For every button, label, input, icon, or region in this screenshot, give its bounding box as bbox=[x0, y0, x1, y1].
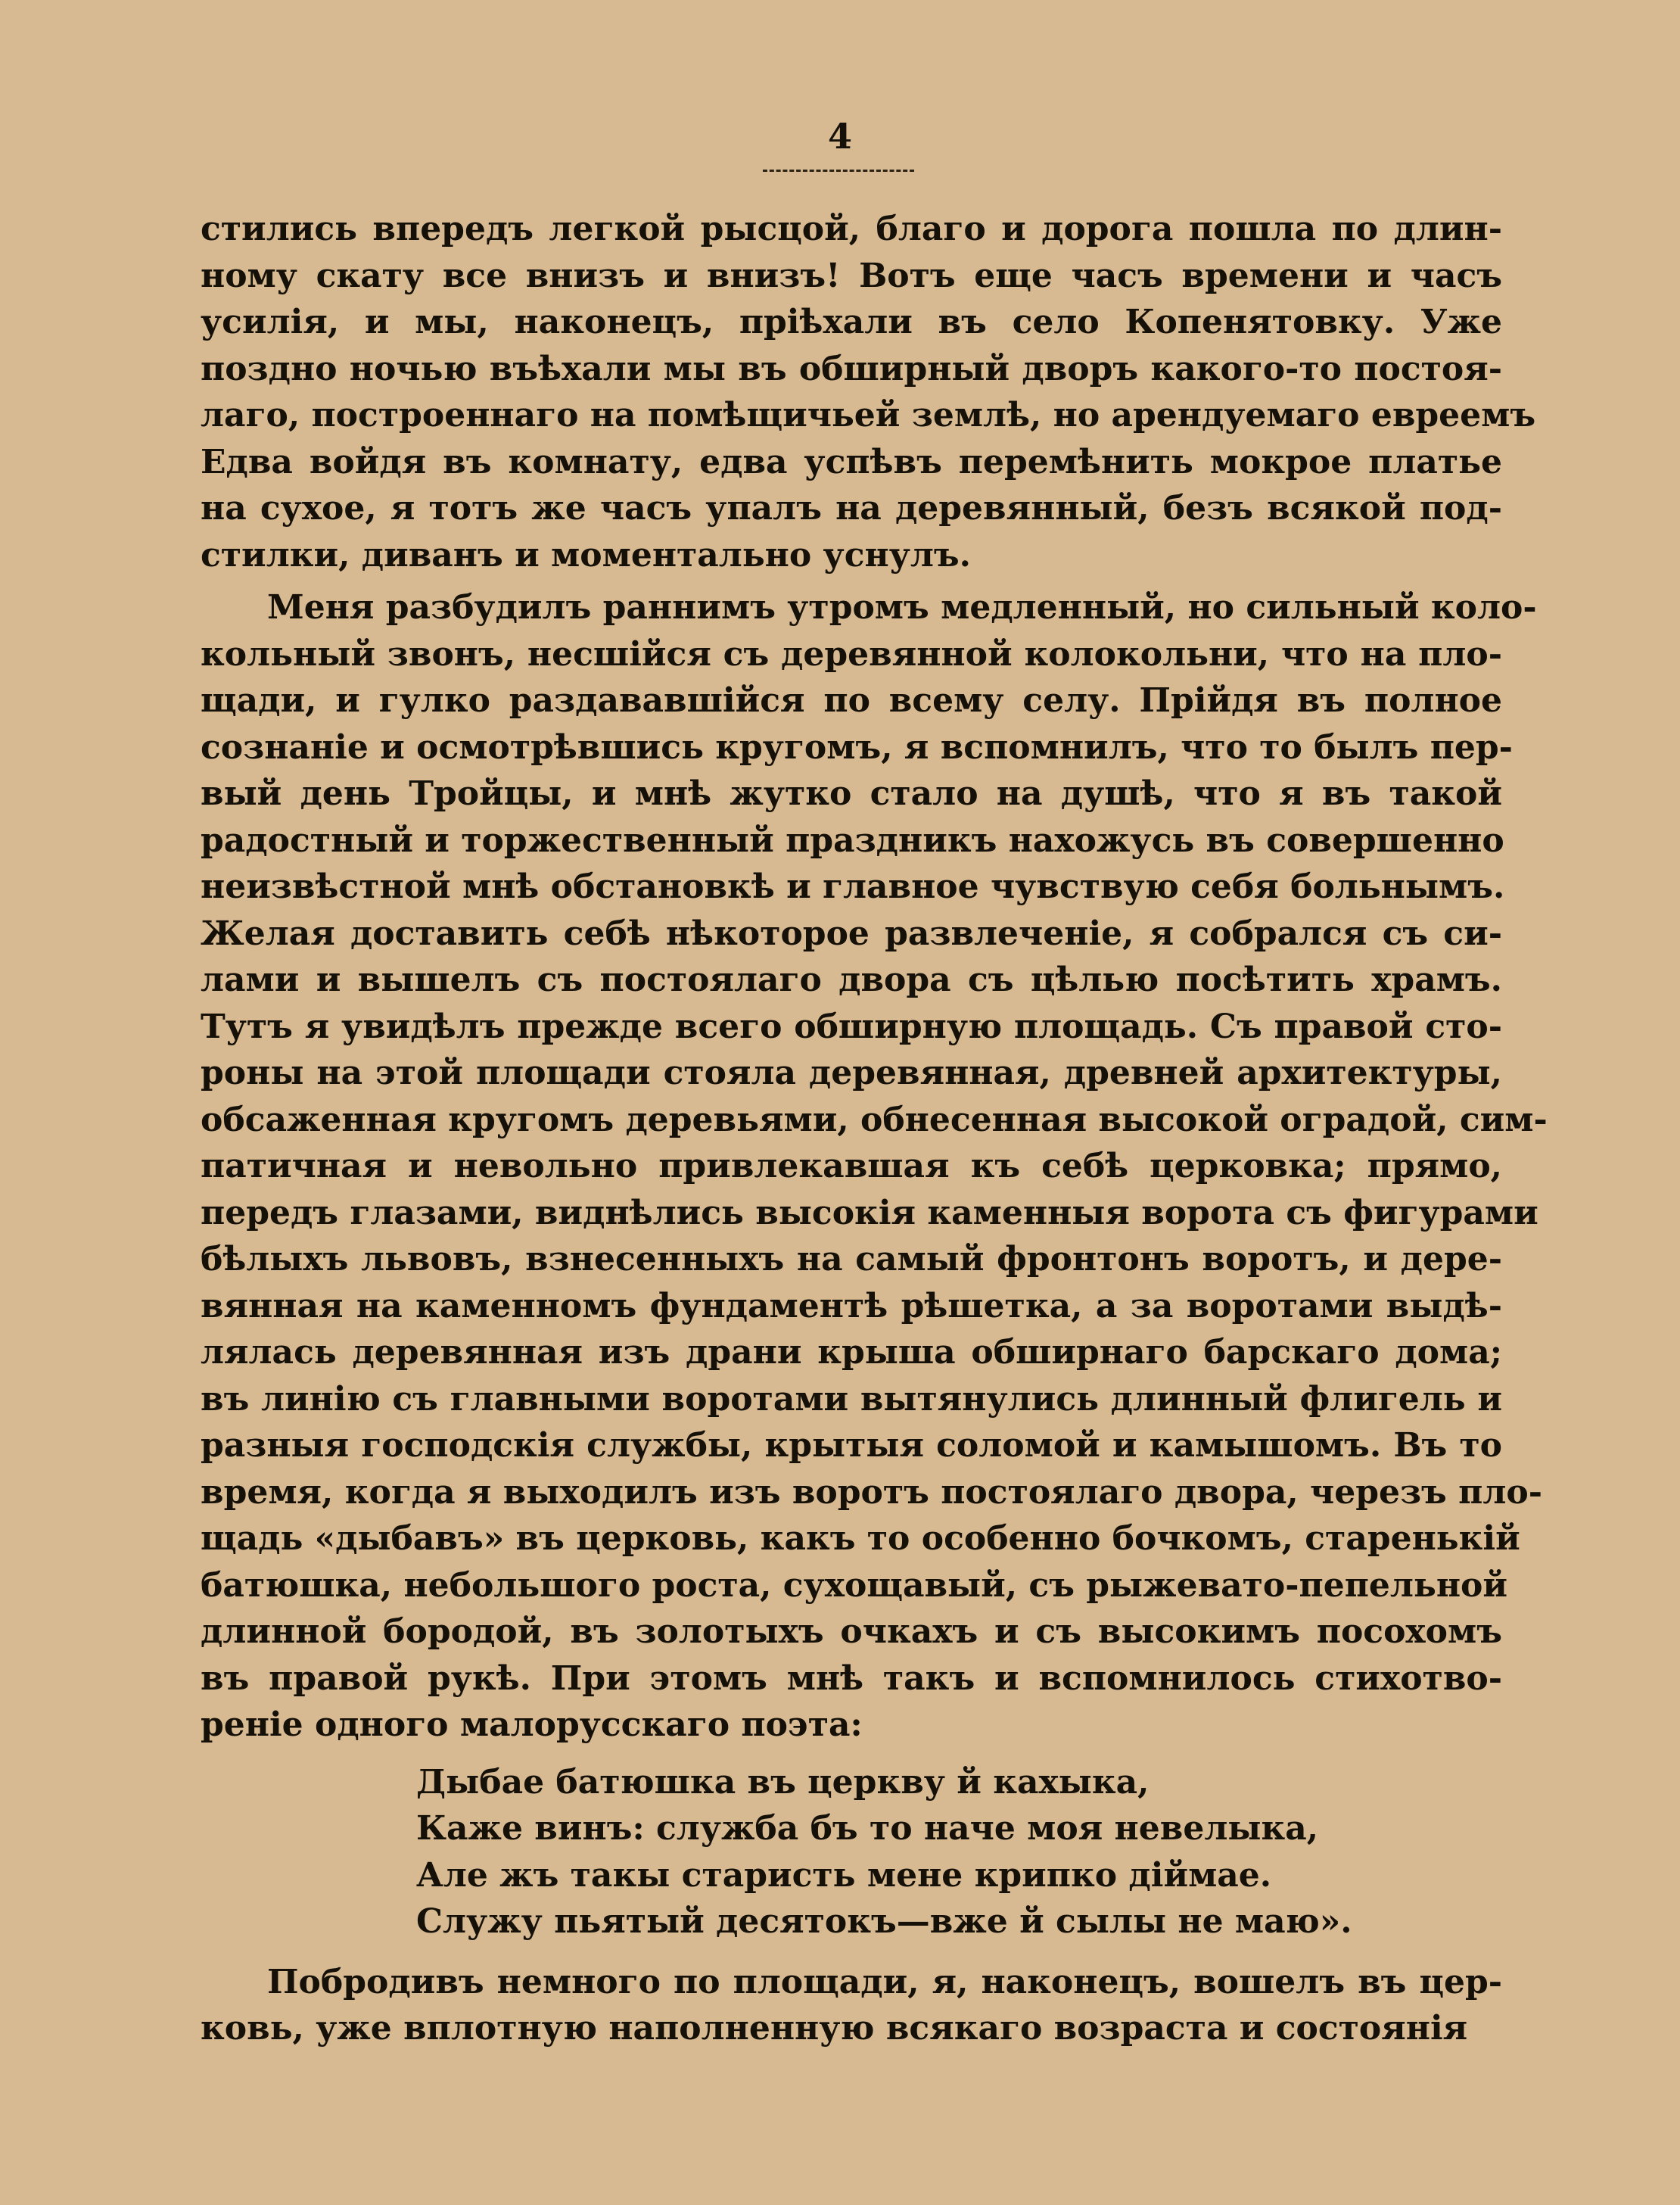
text-line: въ линію съ главными воротами вытянулись длинный флигель и bbox=[201, 1379, 1502, 1419]
text-line: передъ глазами, виднѣлись высокія каменныя ворота съ фигурами bbox=[201, 1193, 1538, 1232]
text-line: на сухое, я тотъ же часъ упалъ на деревянный, безъ всякой под- bbox=[201, 489, 1502, 528]
text-line: щади, и гулко раздававшійся по всему селу. Прійдя въ полное bbox=[201, 681, 1502, 720]
text-line: усилія, и мы, наконецъ, пріѣхали въ село Копенятовку. Уже bbox=[201, 303, 1502, 341]
text-line: обсаженная кругомъ деревьями, обнесенная высокой оградой, сим- bbox=[201, 1100, 1548, 1139]
text-line: стилки, диванъ и моментально уснулъ. bbox=[201, 535, 971, 575]
text-line: роны на этой площади стояла деревянная, древней архитектуры, bbox=[201, 1054, 1502, 1092]
verse-line: Служу пьятый десятокъ—вже й сылы не маю». bbox=[416, 1902, 1352, 1941]
verse-quote bbox=[416, 1759, 1352, 1945]
text-line: время, когда я выходилъ изъ воротъ постоялаго двора, черезъ пло- bbox=[201, 1472, 1542, 1512]
text-line: Желая доставить себѣ нѣкоторое развлеченіе, я собрался съ си- bbox=[201, 914, 1502, 953]
text-line: ному скату все внизъ и внизъ! Вотъ еще часъ времени и часъ bbox=[201, 256, 1502, 295]
text-line: патичная и невольно привлекавшая къ себѣ церковка; прямо, bbox=[201, 1147, 1502, 1185]
text-line: радостный и торжественный праздникъ нахожусь въ совершенно bbox=[201, 821, 1504, 860]
text-line: батюшка, небольшого роста, сухощавый, съ рыжевато-пепельной bbox=[201, 1565, 1507, 1605]
text-line: неизвѣстной мнѣ обстановкѣ и главное чувствую себя больнымъ. bbox=[201, 867, 1505, 906]
text-line: реніе одного малорусскаго поэта: bbox=[201, 1705, 863, 1744]
text-line: разныя господскія службы, крытыя соломой и камышомъ. Въ то bbox=[201, 1426, 1502, 1465]
paragraph bbox=[201, 584, 1548, 1749]
text-line: сознаніе и осмотрѣвшись кругомъ, я вспомнилъ, что то былъ пер- bbox=[201, 727, 1513, 767]
text-line: бѣлыхъ львовъ, взнесенныхъ на самый фронтонъ воротъ, и дере- bbox=[201, 1240, 1502, 1278]
text-line: вянная на каменномъ фундаментѣ рѣшетка, а за воротами выдѣ- bbox=[201, 1286, 1502, 1325]
header-rule bbox=[763, 170, 914, 172]
text-line: вый день Тройцы, и мнѣ жутко стало на душѣ, что я въ такой bbox=[201, 774, 1502, 813]
text-line: Тутъ я увидѣлъ прежде всего обширную площадь. Съ правой сто- bbox=[201, 1007, 1502, 1046]
text-line: лялась деревянная изъ драни крыша обширнаго барскаго дома; bbox=[201, 1333, 1502, 1372]
verse-line: Дыбае батюшка въ церкву й кахыка, bbox=[416, 1762, 1150, 1802]
text-line: Побродивъ немного по площади, я, наконецъ, вошелъ въ цер- bbox=[267, 1962, 1502, 2001]
paragraph bbox=[201, 1959, 1502, 2052]
verse-line: Але жъ такы старисть мене крипко дiймае. bbox=[416, 1855, 1272, 1895]
page-number: 4 bbox=[827, 116, 852, 157]
text-line: Меня разбудилъ раннимъ утромъ медленный, но сильный коло- bbox=[267, 588, 1537, 627]
text-line: ковь, уже вплотную наполненную всякаго возраста и состоянія bbox=[201, 2009, 1468, 2048]
text-line: поздно ночью въѣхали мы въ обширный дворъ какого-то постоя- bbox=[201, 349, 1502, 388]
text-line: въ правой рукѣ. При этомъ мнѣ такъ и вспомнилось стихотво- bbox=[201, 1658, 1502, 1698]
text-line: длинной бородой, въ золотыхъ очкахъ и съ высокимъ посохомъ bbox=[201, 1612, 1502, 1651]
text-line: стились впередъ легкой рысцой, благо и дорога пошла по длин- bbox=[201, 210, 1502, 248]
verse-line: Каже винъ: служба бъ то наче моя невелыка, bbox=[416, 1809, 1319, 1848]
text-line: лами и вышелъ съ постоялаго двора съ цѣлью посѣтить храмъ. bbox=[201, 961, 1502, 999]
paragraph bbox=[201, 206, 1536, 578]
text-line: кольный звонъ, несшійся съ деревянной колокольни, что на пло- bbox=[201, 634, 1502, 674]
text-line: щадь «дыбавъ» въ церковь, какъ то особенно бочкомъ, старенькій bbox=[201, 1519, 1520, 1558]
text-line: лаго, построеннаго на помѣщичьей землѣ, но арендуемаго евреемъ bbox=[201, 396, 1536, 434]
text-line: Едва войдя въ комнату, едва успѣвъ перемѣнить мокрое платье bbox=[201, 442, 1502, 481]
body-text bbox=[201, 206, 1548, 2052]
